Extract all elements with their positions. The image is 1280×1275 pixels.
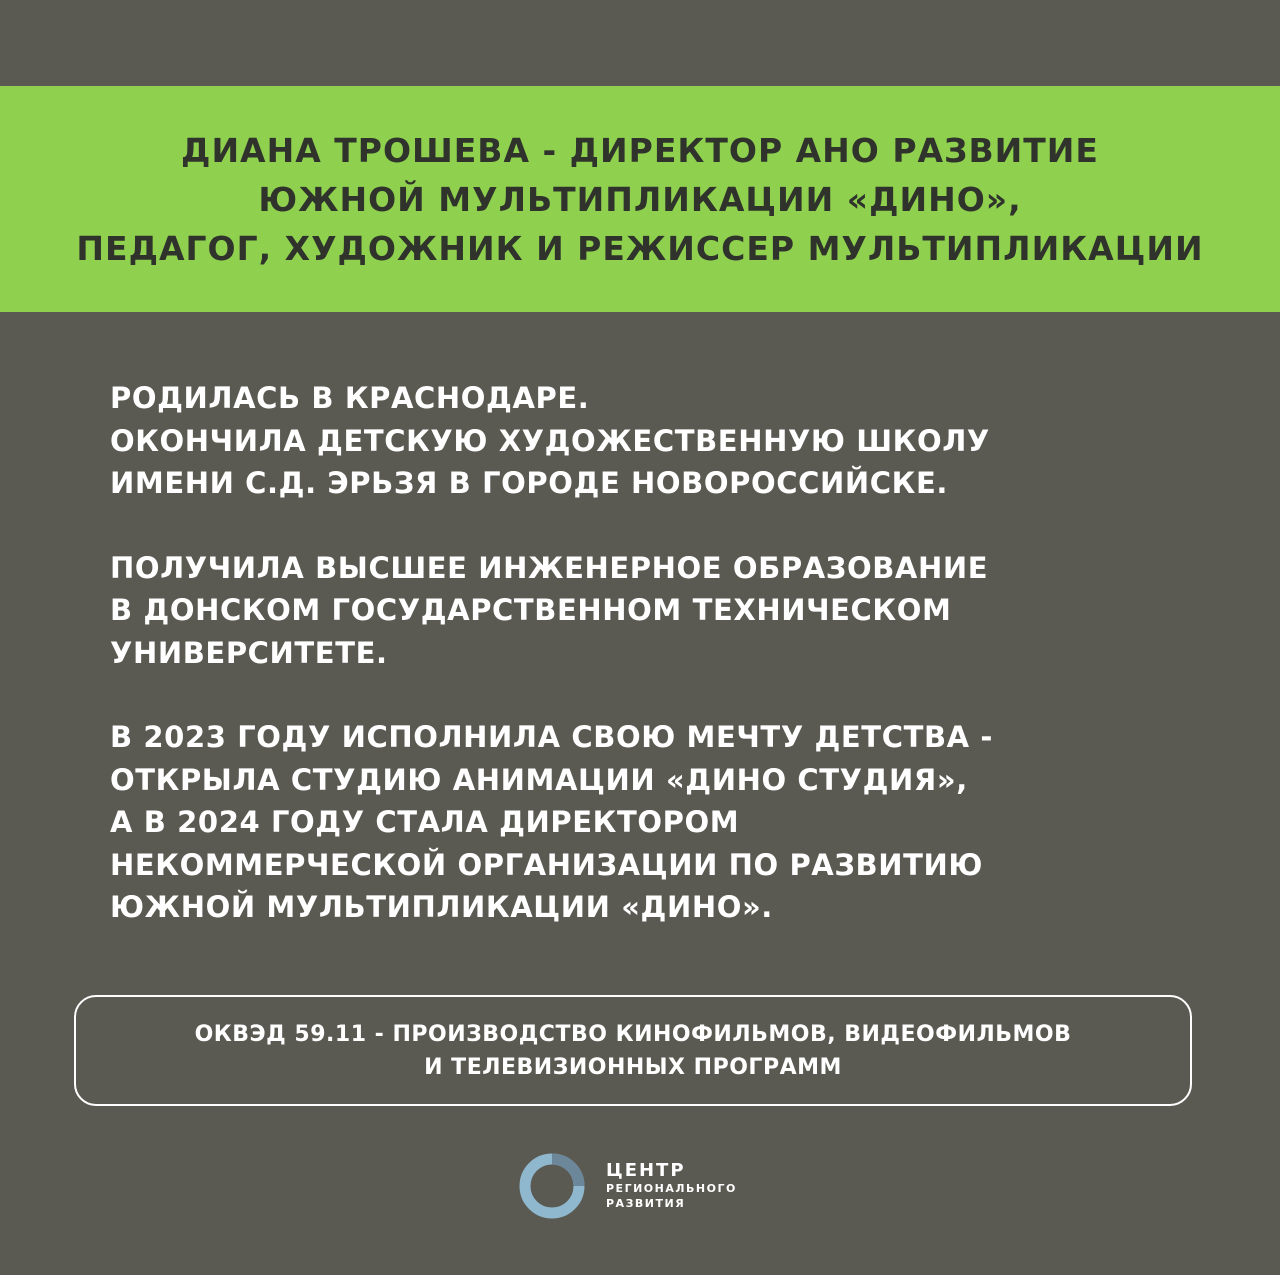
ring-logo-icon [518,1152,586,1220]
bio-line: РОДИЛАСЬ В КРАСНОДАРЕ. [110,381,590,415]
okved-line-2: И ТЕЛЕВИЗИОННЫХ ПРОГРАММ [424,1054,842,1080]
bio-line: ОКОНЧИЛА ДЕТСКУЮ ХУДОЖЕСТВЕННУЮ ШКОЛУ [110,423,990,458]
bio-line: ПОЛУЧИЛА ВЫСШЕЕ ИНЖЕНЕРНОЕ ОБРАЗОВАНИЕ [110,550,989,585]
header-band [0,86,1280,312]
bio-line: В 2023 ГОДУ ИСПОЛНИЛА СВОЮ МЕЧТУ ДЕТСТВА - [110,720,994,754]
bio-paragraph-career [110,716,1170,929]
bio-paragraph-birth-education [110,377,1170,505]
biography [110,377,1170,971]
header-title-line-2: ЮЖНОЙ МУЛЬТИПЛИКАЦИИ «ДИНО», [258,179,1022,219]
header-title-line-1: ДИАНА ТРОШЕВА - ДИРЕКТОР АНО РАЗВИТИЕ [181,130,1099,170]
okved-box [74,995,1192,1106]
bio-line: В ДОНСКОМ ГОСУДАРСТВЕННОМ ТЕХНИЧЕСКОМ [110,593,952,627]
okved-line-1: ОКВЭД 59.11 - ПРОИЗВОДСТВО КИНОФИЛЬМОВ, ВИДЕОФИЛЬМОВ [194,1021,1072,1047]
logo-subtitle-line-2: РАЗВИТИЯ [606,1197,686,1210]
logo [518,1152,737,1220]
bio-line: А В 2024 ГОДУ СТАЛА ДИРЕКТОРОМ [110,805,740,839]
bio-line: УНИВЕРСИТЕТЕ. [110,635,388,670]
logo-text [606,1161,737,1211]
logo-subtitle-line-1: РЕГИОНАЛЬНОГО [606,1182,737,1195]
header-title-line-3: ПЕДАГОГ, ХУДОЖНИК И РЕЖИССЕР МУЛЬТИПЛИКАЦИИ [76,228,1204,268]
bio-line: ЮЖНОЙ МУЛЬТИПЛИКАЦИИ «ДИНО». [110,890,773,924]
bio-line: ИМЕНИ С.Д. ЭРЬЗЯ В ГОРОДЕ НОВОРОССИЙСКЕ. [110,466,948,500]
bio-line: ОТКРЫЛА СТУДИЮ АНИМАЦИИ «ДИНО СТУДИЯ», [110,762,968,797]
bio-paragraph-higher-education [110,547,1170,675]
bio-line: НЕКОММЕРЧЕСКОЙ ОРГАНИЗАЦИИ ПО РАЗВИТИЮ [110,847,984,882]
logo-title: ЦЕНТР [606,1160,686,1181]
